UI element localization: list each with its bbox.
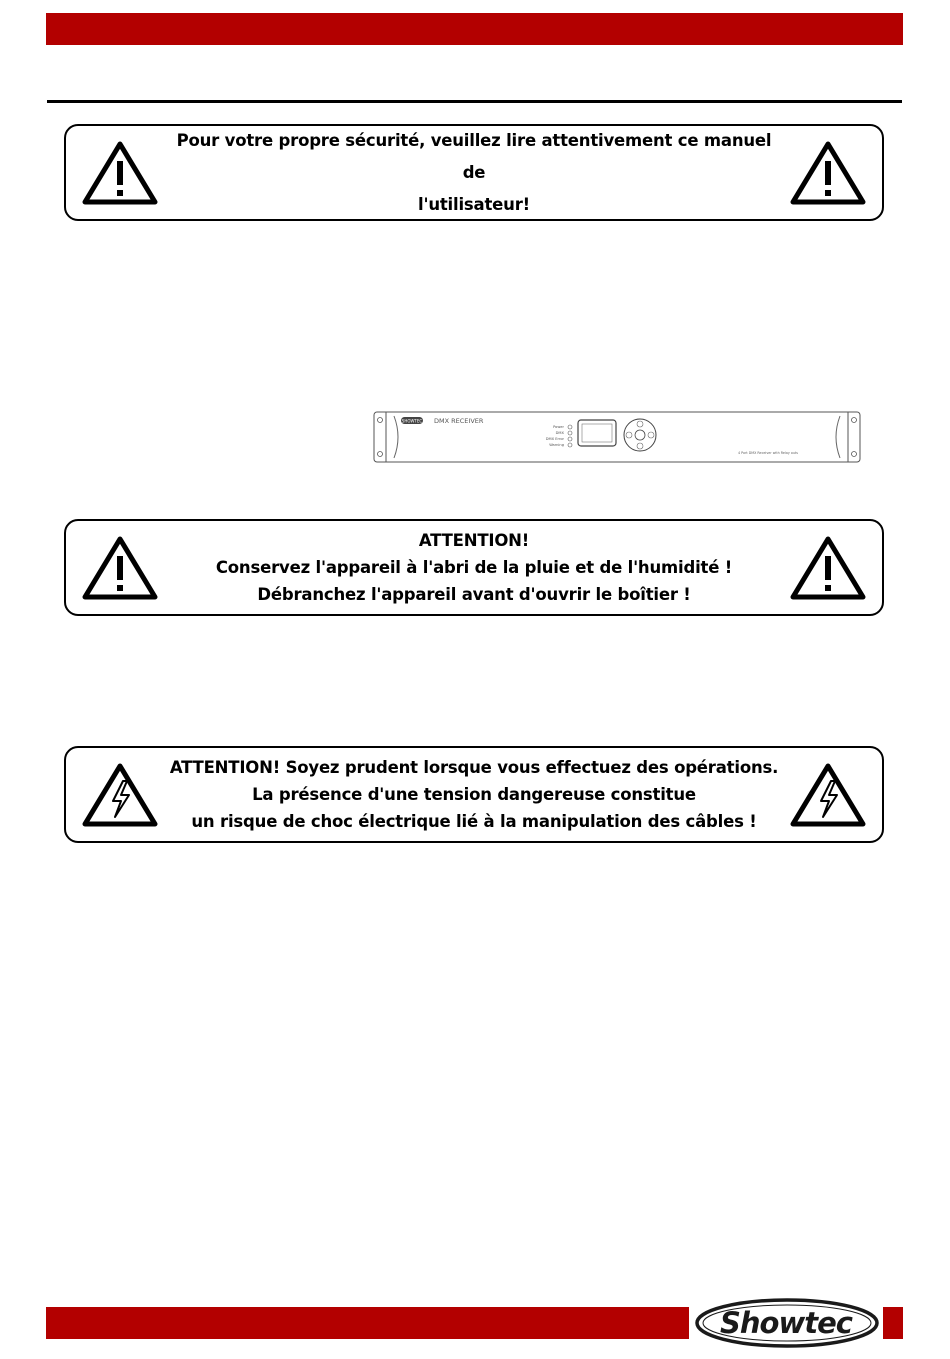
electric-shock-warning-icon — [80, 761, 160, 829]
warning-line: ATTENTION! — [418, 531, 530, 550]
warning-line: Conservez l'appareil à l'abri de la pluie et de l'humidité ! — [215, 558, 733, 577]
logo-text: Showtec — [720, 1306, 852, 1340]
electric-shock-warning-box — [64, 746, 884, 843]
warning-line: La présence d'une tension dangereuse constitue — [252, 785, 696, 804]
device-front-panel-image — [372, 408, 862, 466]
device-model-label: DMX RECEIVER — [434, 417, 484, 425]
safety-warning-box — [64, 124, 884, 221]
status-label: DMX — [555, 431, 564, 435]
footer-bar — [46, 1307, 689, 1339]
header-bar — [46, 13, 903, 45]
electric-shock-warning-icon — [788, 761, 868, 829]
warning-line: Pour votre propre sécurité, veuillez lire attentivement ce manuel de — [176, 130, 772, 182]
exclamation-warning-icon — [788, 534, 868, 602]
device-footer-text: 4 Port DMX Receiver with Relay outs — [738, 451, 798, 455]
exclamation-warning-icon — [80, 534, 160, 602]
status-label: Power — [553, 425, 564, 429]
showtec-logo — [694, 1297, 880, 1349]
warning-line: Débranchez l'appareil avant d'ouvrir le boîtier ! — [257, 585, 691, 604]
warning-text — [166, 521, 782, 614]
footer-bar-end — [883, 1307, 903, 1339]
warning-text — [166, 126, 782, 219]
warning-text — [166, 748, 782, 841]
exclamation-warning-icon — [788, 139, 868, 207]
status-label: Warning — [549, 443, 564, 447]
humidity-warning-box — [64, 519, 884, 616]
warning-line: un risque de choc électrique lié à la manipulation des câbles ! — [191, 812, 757, 831]
header-rule — [47, 100, 902, 103]
status-label: DMX Error — [545, 437, 564, 441]
warning-line: l'utilisateur! — [418, 194, 530, 214]
warning-line: ATTENTION! Soyez prudent lorsque vous effectuez des opérations. — [169, 758, 779, 777]
device-brand-label: SHOWTEC — [401, 418, 423, 424]
exclamation-warning-icon — [80, 139, 160, 207]
